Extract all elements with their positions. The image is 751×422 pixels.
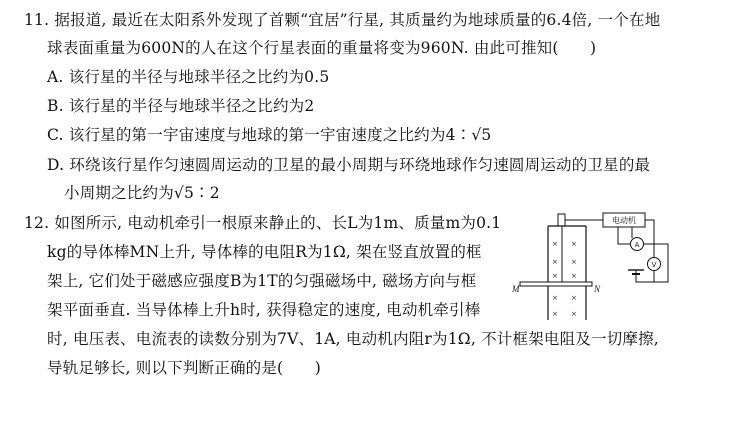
- voltmeter-label: V: [651, 261, 657, 269]
- label-m: M: [512, 284, 520, 294]
- q11-option-c: C. 该行星的第一宇宙速度与地球的第一宇宙速度之比约为4∶√5: [47, 126, 492, 144]
- q12-stem-line2: kg的导体棒MN上升, 导体棒的电阻R为1Ω, 架在竖直放置的框: [47, 243, 482, 261]
- q11-option-d-line1: D. 环绕该行星作匀速圆周运动的卫星的最小周期与环绕地球作匀速圆周运动的卫星的最: [47, 156, 651, 174]
- field-cross: ×: [552, 272, 558, 280]
- field-cross: ×: [552, 240, 558, 248]
- circuit-diagram: [508, 212, 678, 324]
- q12-stem-line6: 导轨足够长, 则以下判断正确的是( ): [47, 359, 321, 377]
- field-cross: ×: [552, 258, 558, 266]
- q11-option-a: A. 该行星的半径与地球半径之比约为0.5: [47, 68, 330, 86]
- field-cross: ×: [571, 272, 577, 280]
- q12-stem-line5: 时, 电压表、电流表的读数分别为7V、1A, 电动机内阻r为1Ω, 不计框架电阻及一切摩擦,: [47, 330, 659, 348]
- conductor-bar-mn: [520, 282, 592, 286]
- q11-stem-line2: 球表面重量为600N的人在这个行星表面的重量将变为960N. 由此可推知( ): [47, 39, 597, 57]
- q12-stem-line3: 架上, 它们处于磁感应强度B为1T的匀强磁场中, 磁场方向与框: [47, 272, 477, 290]
- magnetic-field-crosses: [552, 240, 577, 318]
- field-cross: ×: [571, 310, 577, 318]
- label-n: N: [594, 284, 601, 294]
- pulley-block: [558, 214, 565, 226]
- q12-stem-line1: 12. 如图所示, 电动机牵引一根原来静止的、长L为1m、质量m为0.1: [24, 214, 502, 232]
- field-cross: ×: [571, 258, 577, 266]
- wire-to-voltmeter: [645, 220, 654, 258]
- field-cross: ×: [571, 294, 577, 302]
- motor-label: 电动机: [612, 216, 636, 225]
- q11-stem-line1: 11. 据报道, 最近在太阳系外发现了首颗“宜居”行星, 其质量约为地球质量的6.4倍, 一个在地: [24, 11, 661, 29]
- wire-to-ammeter: [618, 227, 630, 244]
- field-cross: ×: [552, 310, 558, 318]
- q11-option-d-line2: 小周期之比约为√5∶2: [64, 184, 220, 202]
- q11-option-b: B. 该行星的半径与地球半径之比约为2: [47, 97, 315, 115]
- q12-stem-line4: 架平面垂直. 当导体棒上升h时, 获得稳定的速度, 电动机牵引棒: [47, 301, 481, 319]
- field-cross: ×: [552, 294, 558, 302]
- field-cross: ×: [571, 240, 577, 248]
- ammeter-label: A: [634, 241, 640, 249]
- circuit-diagram-svg: [508, 212, 678, 324]
